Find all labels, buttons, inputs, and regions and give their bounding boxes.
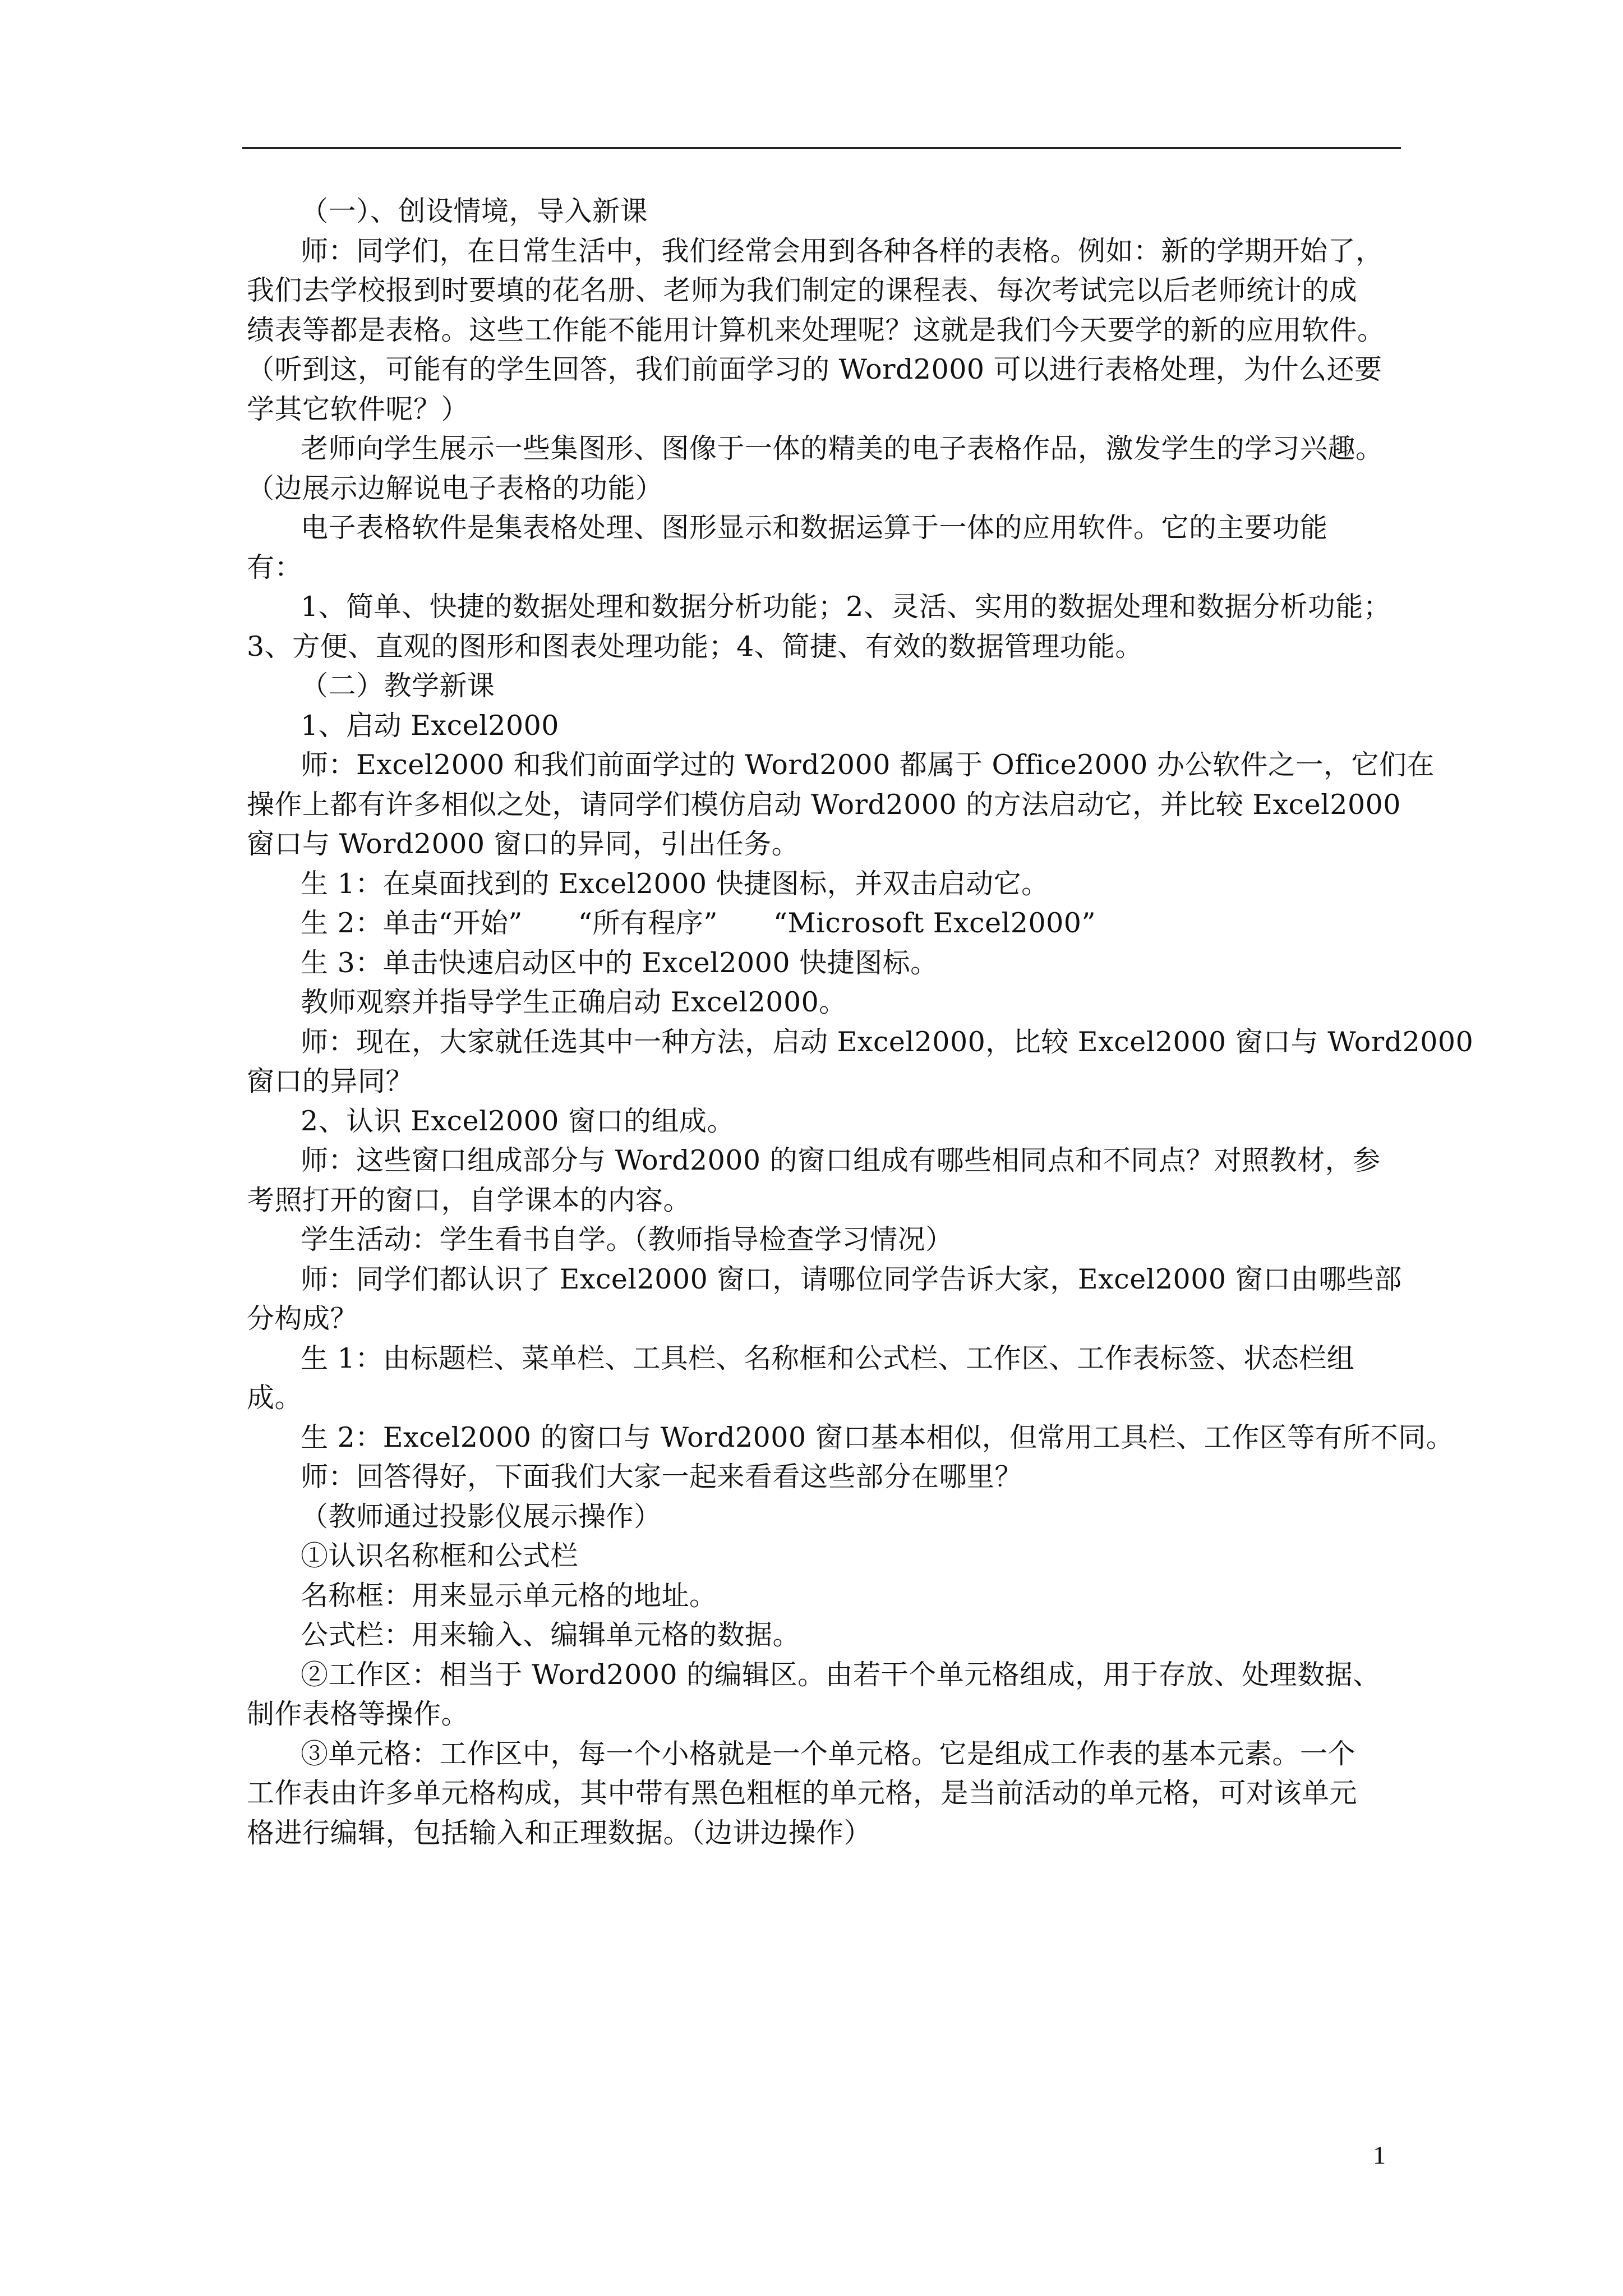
text-line: 我们去学校报到时要填的花名册、老师为我们制定的课程表、每次考试完以后老师统计的成: [247, 274, 1358, 306]
text-line: 制作表格等操作。: [247, 1698, 469, 1730]
text-line: 工作表由许多单元格构成，其中带有黑色粗框的单元格，是当前活动的单元格，可对该单元: [247, 1777, 1358, 1809]
text-line: 格进行编辑，包括输入和正理数据。（边讲边操作）: [247, 1816, 872, 1849]
text-line: 师：Excel2000 和我们前面学过的 Word2000 都属于 Office2000 办公软件之一，它们在: [301, 749, 1435, 781]
text-line: 师：这些窗口组成部分与 Word2000 的窗口组成有哪些相同点和不同点？对照教材，参: [301, 1144, 1381, 1176]
page-number: 1: [1373, 2141, 1386, 2169]
text-line: 1、启动 Excel2000: [301, 709, 559, 742]
text-line: 3、方便、直观的图形和图表处理功能；4、简捷、有效的数据管理功能。: [247, 630, 1143, 662]
text-line: 生 1：由标题栏、菜单栏、工具栏、名称框和公式栏、工作区、工作表标签、状态栏组: [301, 1342, 1355, 1374]
text-line: 生 2：Excel2000 的窗口与 Word2000 窗口基本相似，但常用工具栏、工作区等有所不同。: [301, 1421, 1454, 1453]
text-line: 有：: [247, 551, 303, 583]
text-line: （听到这，可能有的学生回答，我们前面学习的 Word2000 可以进行表格处理，为什么还要: [247, 353, 1382, 385]
text-line: 成。: [247, 1382, 303, 1414]
text-line: ①认识名称框和公式栏: [301, 1540, 579, 1572]
text-line: （边展示边解说电子表格的功能）: [247, 472, 663, 504]
text-line: 师：回答得好，下面我们大家一起来看看这些部分在哪里？: [301, 1461, 1023, 1493]
text-line: 生 2：单击“开始” “所有程序” “Microsoft Excel2000”: [301, 907, 1096, 939]
text-line: 生 3：单击快速启动区中的 Excel2000 快捷图标。: [301, 946, 938, 979]
text-line: 老师向学生展示一些集图形、图像于一体的精美的电子表格作品，激发学生的学习兴趣。: [301, 432, 1384, 464]
text-line: 绩表等都是表格。这些工作能不能用计算机来处理呢？这就是我们今天要学的新的应用软件。: [247, 314, 1385, 346]
text-line: ③单元格：工作区中，每一个小格就是一个单元格。它是组成工作表的基本元素。一个: [301, 1737, 1356, 1770]
text-line: 名称框：用来显示单元格的地址。: [301, 1579, 717, 1612]
text-line: 操作上都有许多相似之处，请同学们模仿启动 Word2000 的方法启动它，并比较 Excel2000: [247, 788, 1401, 821]
text-line: 师：同学们都认识了 Excel2000 窗口，请哪位同学告诉大家，Excel2000 窗口由哪些部: [301, 1263, 1402, 1295]
text-line: 生 1：在桌面找到的 Excel2000 快捷图标，并双击启动它。: [301, 867, 1049, 900]
text-line: 教师观察并指导学生正确启动 Excel2000。: [301, 986, 847, 1018]
text-line: ②工作区：相当于 Word2000 的编辑区。由若干个单元格组成，用于存放、处理数据、: [301, 1658, 1381, 1691]
text-line: 2、认识 Excel2000 窗口的组成。: [301, 1105, 735, 1137]
text-line: 电子表格软件是集表格处理、图形显示和数据运算于一体的应用软件。它的主要功能: [301, 512, 1328, 544]
text-line: 1、简单、快捷的数据处理和数据分析功能；2、灵活、实用的数据处理和数据分析功能；: [301, 591, 1391, 623]
text-line: （二）教学新课: [301, 670, 495, 702]
body-text: [247, 192, 1474, 1853]
text-line: 窗口与 Word2000 窗口的异同，引出任务。: [247, 828, 800, 860]
text-line: 师：同学们，在日常生活中，我们经常会用到各种各样的表格。例如：新的学期开始了，: [301, 234, 1384, 267]
text-line: （一）、创设情境，导入新课: [301, 195, 648, 227]
text-line: 公式栏：用来输入、编辑单元格的数据。: [301, 1619, 801, 1651]
text-line: 学其它软件呢？）: [247, 393, 469, 425]
header-rule: [242, 147, 1401, 149]
text-line: （教师通过投影仪展示操作）: [301, 1500, 662, 1533]
text-line: 考照打开的窗口，自学课本的内容。: [247, 1184, 691, 1216]
text-line: 分构成？: [247, 1303, 358, 1335]
text-line: 窗口的异同？: [247, 1065, 414, 1097]
text-line: 学生活动：学生看书自学。（教师指导检查学习情况）: [301, 1223, 953, 1255]
text-line: 师：现在，大家就任选其中一种方法，启动 Excel2000，比较 Excel2000 窗口与 Word2000: [301, 1025, 1474, 1058]
